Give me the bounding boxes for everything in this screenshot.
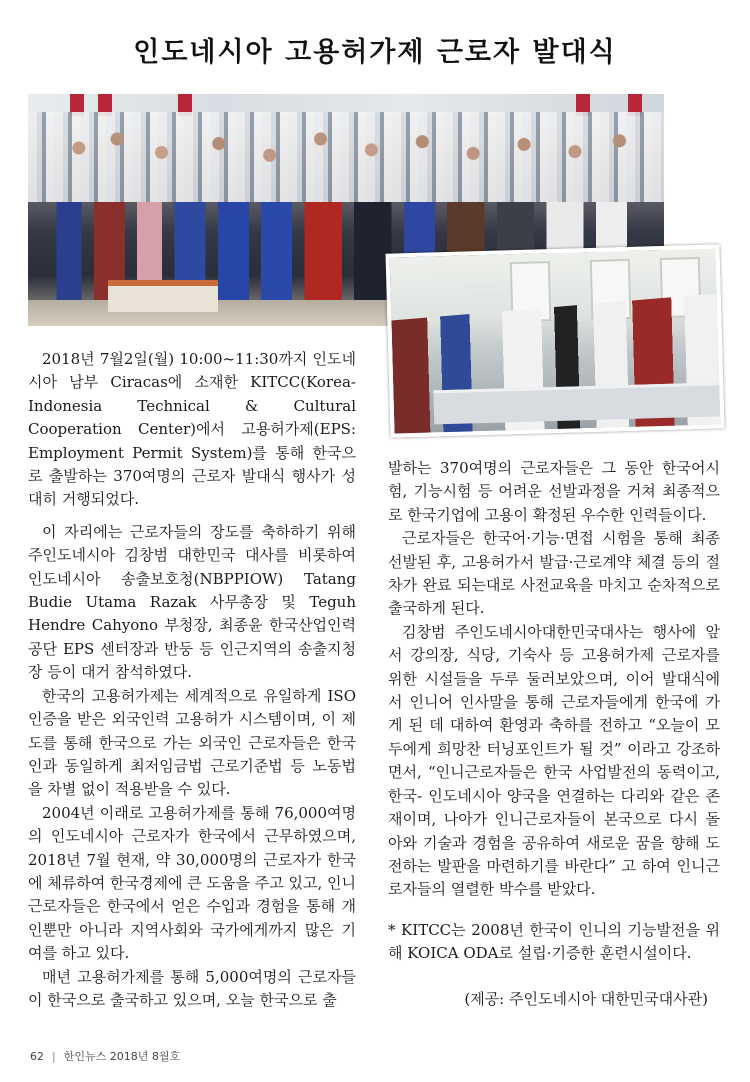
right-column [388,457,720,1011]
photo-credit: (제공: 주인도네시아 대한민국대사관) [464,989,708,1008]
workers-photo [385,244,724,437]
paragraph: 김창범 주인도네시아대한민국대사는 행사에 앞서 강의장, 식당, 기숙사 등 고용허가제 근로자를 위한 시설들을 두루 둘러보았으며, 이어 발대식에서 인니어 인사말을 통해 근로자들에게 한국에 가게 된 데 대하여 환영과 축하를 전하고 “오늘이 모두에게 희망찬 터닝포인트가 될 것” 이라고 강조하면서, “인니근로자들은 한국 사업발전의 동력이고, 한국- 인도네시아 양국을 연결하는 다리와 같은 존재이며, 나아가 인니근로자들이 본국으로 다시 돌아와 기술과 경험을 공유하여 새로운 꿈을 향해 도전하는 발판을 마련하기를 바란다” 고 하여 인니근로자들의 열렬한 박수를 받았다. [388,622,720,899]
paragraph: 발하는 370여명의 근로자들은 그 동안 한국어시험, 기능시험 등 어려운 선발과정을 거쳐 최종적으로 한국기업에 고용이 확정된 우수한 인력들이다. [388,459,720,524]
page-number: 62 [30,1050,44,1063]
footnote: * KITCC는 2008년 한국이 인니의 기능발전을 위해 KOICA ODA로 설립·기증한 훈련시설이다. [388,920,720,963]
page-footer [30,1048,180,1064]
paragraph: 2018년 7월2일(월) 10:00~11:30까지 인도네시아 남부 Ciracas에 소재한 KITCC(Korea-Indonesia Technical & Cultural Cooperation Center)에서 고용허가제(EPS: Employment Permit System)를 통해 한국으로 출발하는 370여명의 근로자 발대식 행사가 성대히 거행되었다. [28,350,356,509]
paragraph: 이 자리에는 근로자들의 장도를 축하하기 위해 주인도네시아 김창범 대한민국 대사를 비롯하여 인도네시아 송출보호청(NBPPIOW) Tatang Budie Utama Razak 사무총장 및 Teguh Hendre Cahyono 부청장, 최종윤 한국산업인력공단 EPS 센터장과 반둥 등 인근지역의 송출지청장 등이 대거 참석하였다. [28,522,356,682]
paragraph: 한국의 고용허가제는 세계적으로 유일하게 ISO 인증을 받은 외국인력 고용허가 시스템이며, 이 제도를 통해 한국으로 가는 외국인 근로자들은 한국인과 동일하게 최저임금법 근로기준법 등 노동법을 차별 없이 적용받을 수 있다. [28,686,356,799]
footer-separator: | [52,1050,56,1063]
publication-name: 한인뉴스 2018년 8월호 [63,1050,181,1063]
paragraph: 매년 고용허가제를 통해 5,000여명의 근로자들이 한국으로 출국하고 있으며, 오늘 한국으로 출 [28,967,356,1009]
paragraph: 근로자들은 한국어·기능·면접 시험을 통해 최종 선발된 후, 고용허가서 발급·근로계약 체결 등의 절차가 완료 되는대로 사전교육을 마치고 순차적으로 출국하게 된다. [388,529,720,618]
paragraph: 2004년 이래로 고용허가제를 통해 76,000여명의 인도네시아 근로자가 한국에서 근무하였으며, 2018년 7월 현재, 약 30,000명의 근로자가 한국에 체류하여 한국경제에 큰 도움을 주고 있고, 인니 근로자들은 한국에서 얻은 수입과 경험을 통해 개인뿐만 아니라 지역사회와 국가에게까지 많은 기여를 하고 있다. [28,803,356,963]
page-title: 인도네시아 고용허가제 근로자 발대식 [133,37,617,68]
left-column [28,348,356,1012]
